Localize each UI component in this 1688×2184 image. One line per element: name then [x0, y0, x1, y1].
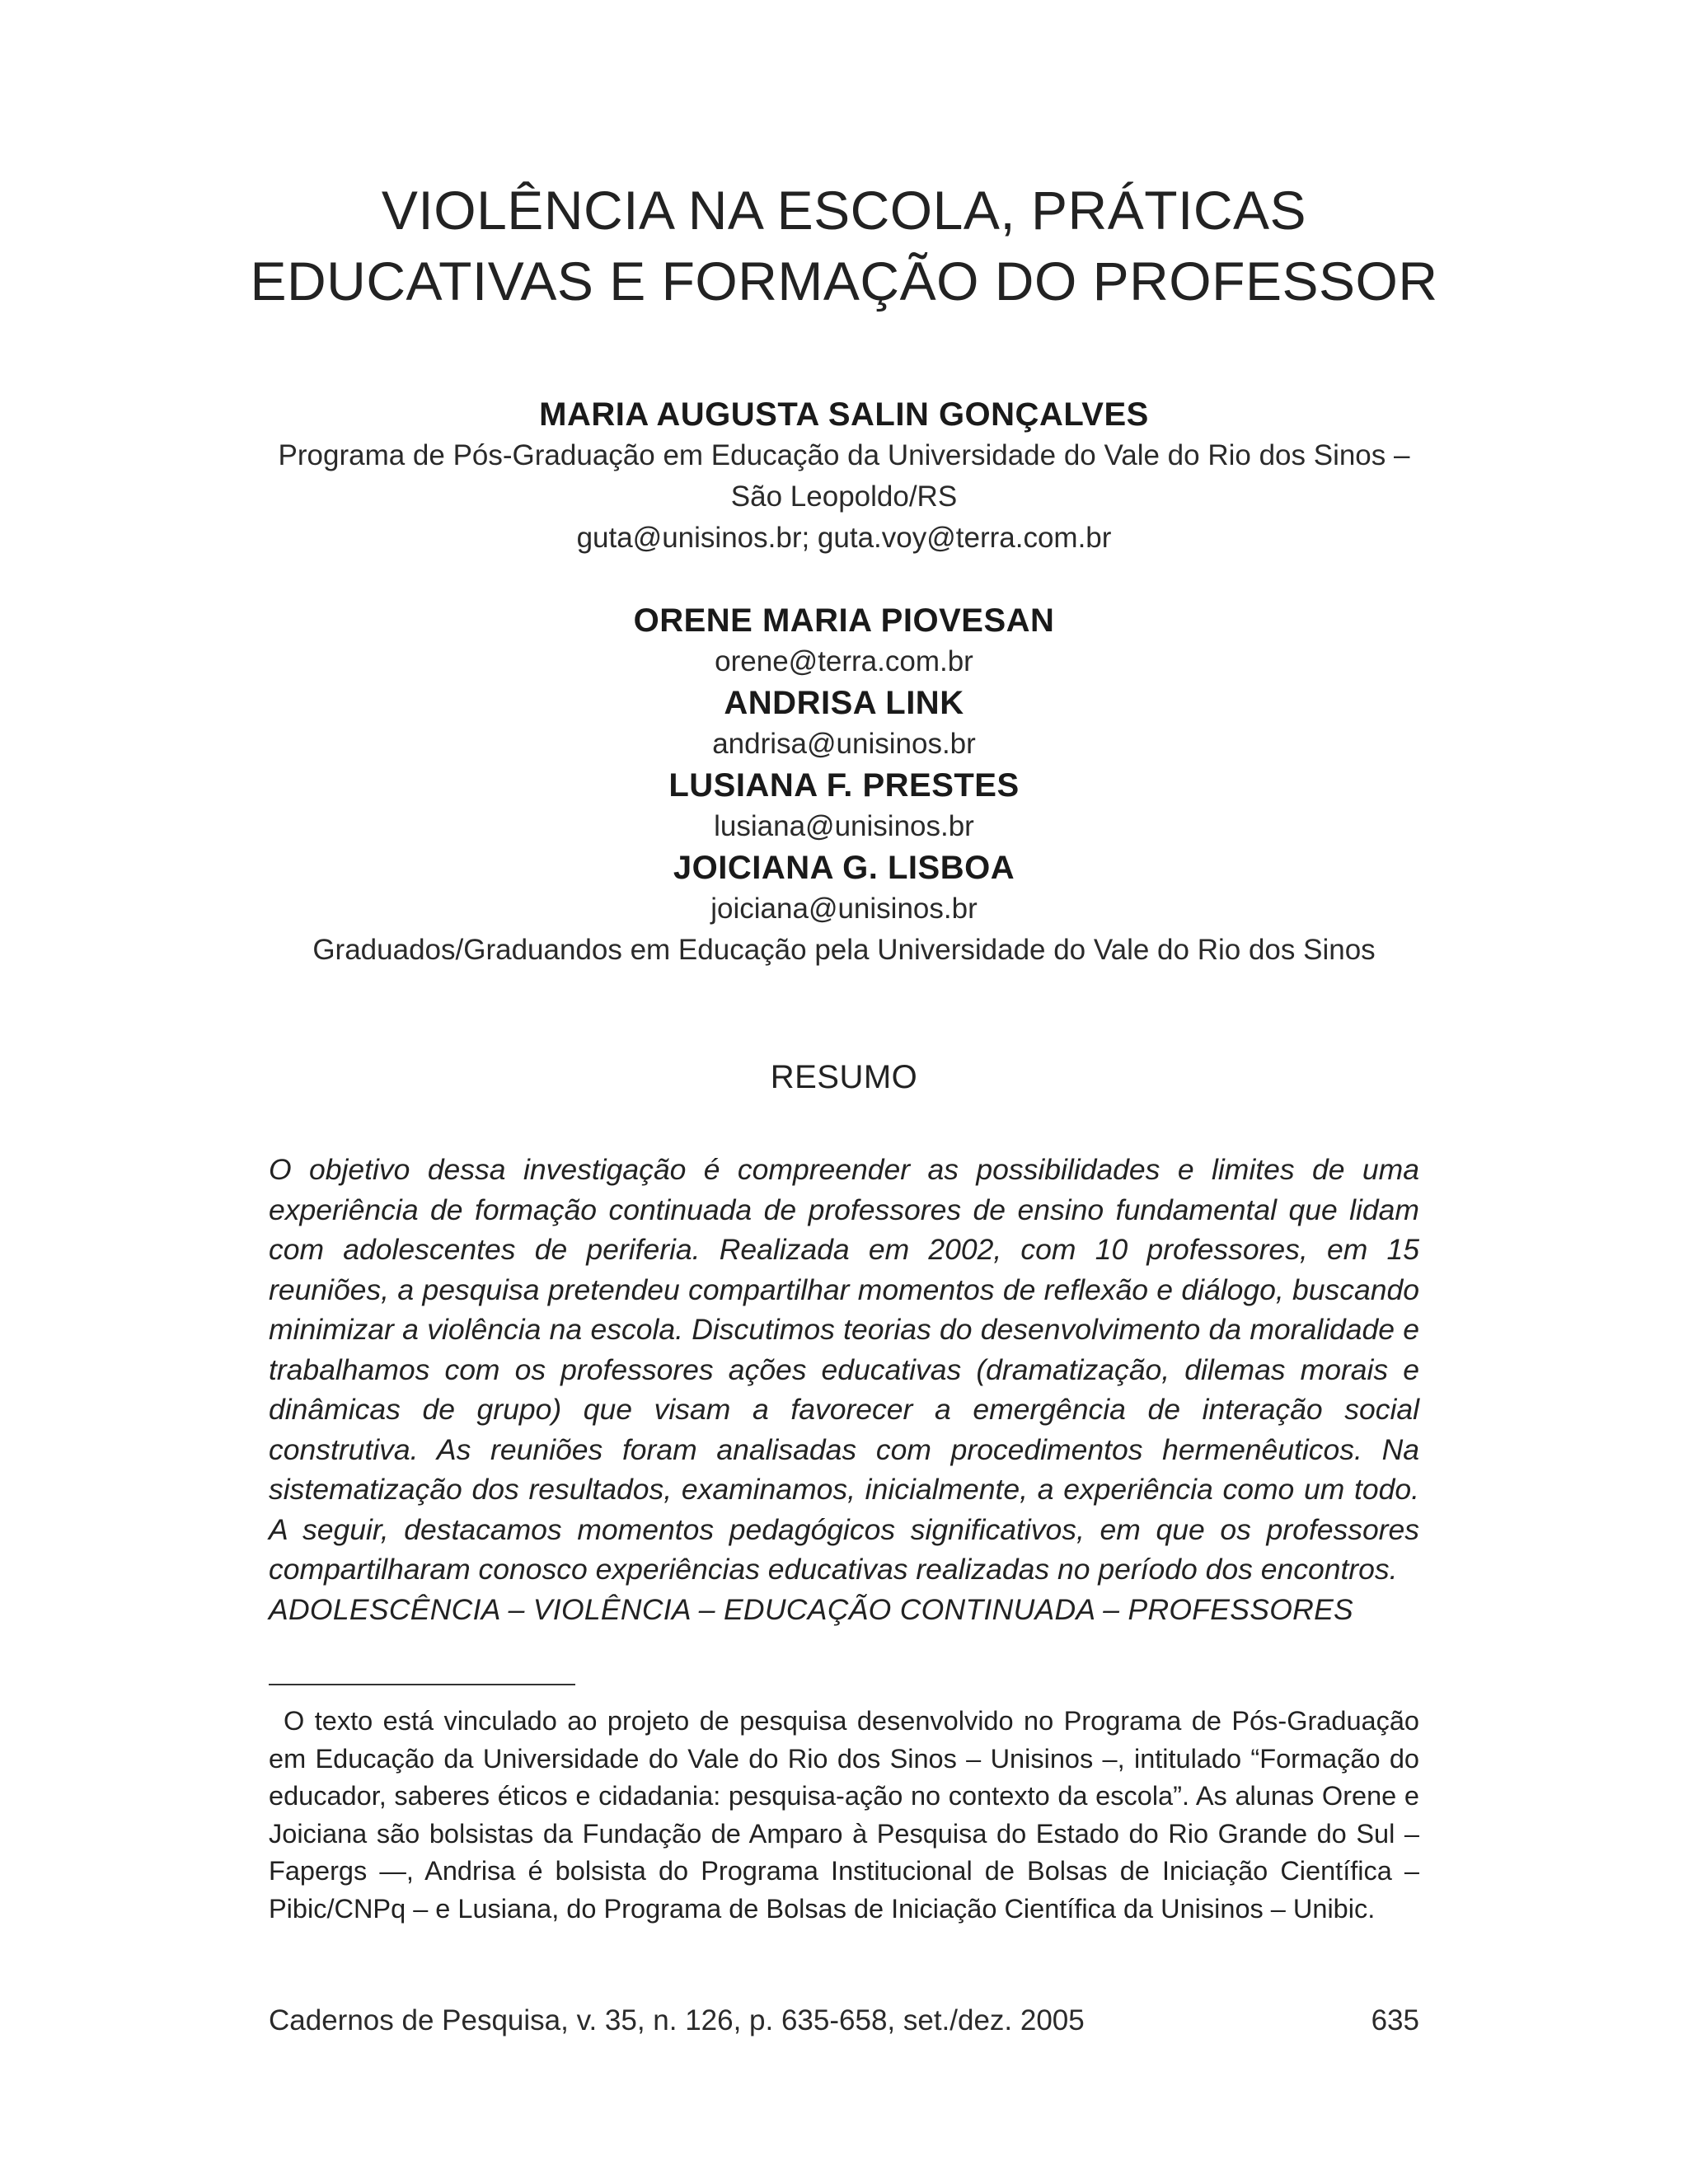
abstract-text: O objetivo dessa investigação é compreender as possibilidades e limites de uma experiência de formação continuada de professores de ensino fundamental que lidam com adolescentes de periferia. Realizada em 2002, com 10 professores, em 15 reuniões, a pesquisa pretendeu compartilhar momentos de reflexão e diálogo, buscando minimizar a violência na escola. Discutimos teorias do desenvolvimento da moralidade e trabalhamos com os professores ações educativas (dramatização, dilemas morais e dinâmicas de grupo) que visam a favorecer a emergência de interação social construtiva. As reuniões foram analisadas com procedimentos hermenêuticos. Na sistematização dos resultados, examinamos, inicialmente, a experiência como um todo. A seguir, destacamos momentos pedagógicos significativos, em que os professores compartilharam conosco experiências educativas realizadas no período dos encontros. — [269, 1153, 1419, 1586]
article-title — [0, 175, 1688, 316]
keywords: ADOLESCÊNCIA – VIOLÊNCIA – EDUCAÇÃO CONTINUADA – PROFESSORES — [269, 1592, 1354, 1626]
author-block — [0, 394, 1688, 971]
footnote — [269, 1703, 1419, 1928]
author-email[interactable]: orene@terra.com.br — [715, 645, 973, 677]
author-email[interactable]: andrisa@unisinos.br — [712, 728, 976, 760]
author-name: JOICIANA G. LISBOA — [673, 850, 1015, 886]
author-email[interactable]: guta@unisinos.br; guta.voy@terra.com.br — [576, 522, 1112, 554]
title-line-1: VIOLÊNCIA NA ESCOLA, PRÁTICAS — [381, 180, 1307, 241]
page-number: 635 — [1371, 2004, 1419, 2036]
page-footer — [269, 2001, 1419, 2041]
spacer — [0, 559, 1688, 600]
footnote-divider — [269, 1684, 575, 1685]
footnote-text: O texto está vinculado ao projeto de pesquisa desenvolvido no Programa de Pós-Graduação em Educação da Universidade do Vale do Rio dos Sinos – Unisinos –, intitulado “Formação do educador, saberes éticos e cidadania: pesquisa-ação no contexto da escola”. As alunas Orene e Joiciana são bolsistas da Fundação de Amparo à Pesquisa do Estado do Rio Grande do Sul – Fapergs —, Andrisa é bolsista do Programa Institucional de Bolsas de Iniciação Científica – Pibic/CNPq – e Lusiana, do Programa de Bolsas de Iniciação Científica da Unisinos – Unibic. — [269, 1706, 1419, 1924]
author-name: LUSIANA F. PRESTES — [668, 767, 1020, 804]
author-name: MARIA AUGUSTA SALIN GONÇALVES — [539, 396, 1149, 433]
abstract-heading: RESUMO — [770, 1059, 918, 1095]
author-name: ORENE MARIA PIOVESAN — [633, 602, 1055, 639]
author-affiliation: Programa de Pós-Graduação em Educação da Universidade do Vale do Rio dos Sinos – — [278, 439, 1410, 471]
author-affiliation-location: São Leopoldo/RS — [730, 480, 958, 513]
journal-citation: Cadernos de Pesquisa, v. 35, n. 126, p. 635-658, set./dez. 2005 — [269, 2004, 1085, 2036]
abstract-body — [269, 1150, 1419, 1629]
group-affiliation: Graduados/Graduandos em Educação pela Universidade do Vale do Rio dos Sinos — [312, 934, 1376, 966]
author-email[interactable]: joiciana@unisinos.br — [710, 893, 978, 925]
title-line-2: EDUCATIVAS E FORMAÇÃO DO PROFESSOR — [250, 251, 1438, 312]
author-name: ANDRISA LINK — [724, 685, 964, 721]
author-email[interactable]: lusiana@unisinos.br — [714, 810, 974, 842]
